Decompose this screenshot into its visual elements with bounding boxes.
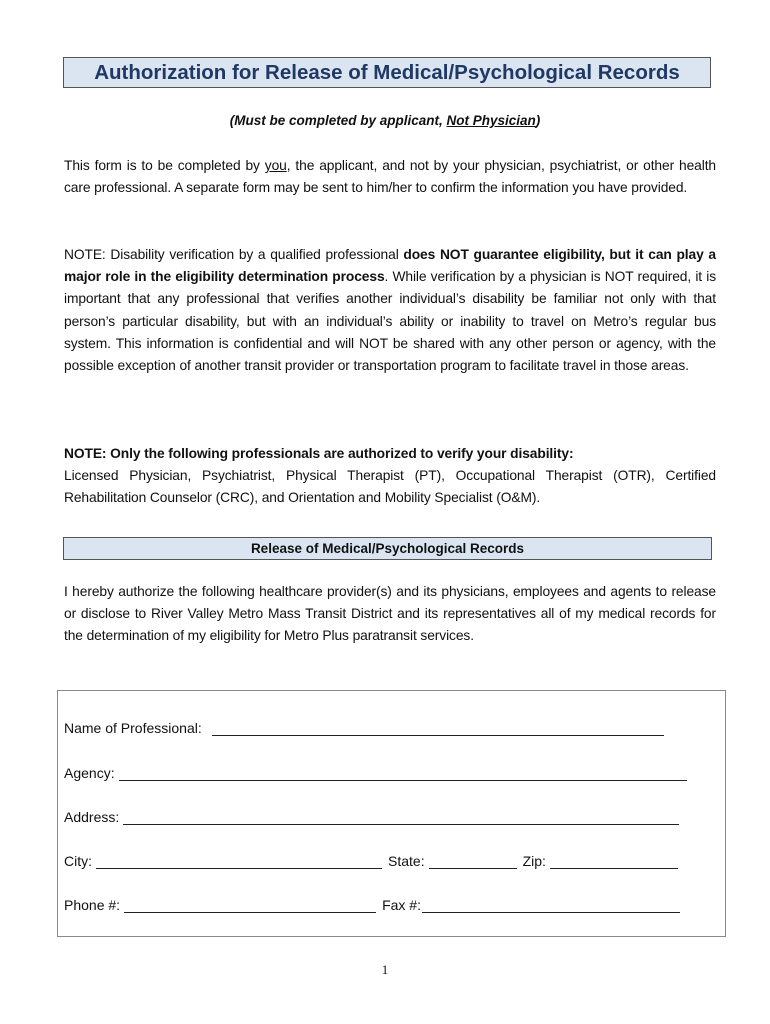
city-input[interactable] xyxy=(96,854,382,869)
address-input[interactable] xyxy=(123,810,679,825)
agency-input[interactable] xyxy=(119,766,687,781)
name-label: Name of Professional: xyxy=(64,720,202,736)
state-input[interactable] xyxy=(429,854,517,869)
subtitle-suffix: ) xyxy=(535,113,541,128)
name-input[interactable] xyxy=(212,721,664,736)
note1-part1: NOTE: Disability verification by a qualified professional xyxy=(64,247,404,262)
fax-input[interactable] xyxy=(422,898,680,913)
phone-fax-row xyxy=(64,893,686,913)
address-field-row xyxy=(64,805,685,825)
intro-paragraph xyxy=(64,155,716,199)
agency-label: Agency: xyxy=(64,765,115,781)
note2-heading: NOTE: Only the following professionals are authorized to verify your disability: xyxy=(64,446,574,461)
note-disability-paragraph xyxy=(64,244,716,377)
page-title: Authorization for Release of Medical/Psychological Records xyxy=(63,57,711,88)
agency-field-row xyxy=(64,761,693,781)
note1-bold: does NOT guarantee eligibility, but it can play a major role in the eligibility determination process xyxy=(64,247,716,285)
page-number: 1 xyxy=(381,962,389,977)
note-professionals-paragraph xyxy=(64,443,716,510)
subtitle-prefix: (Must be completed by applicant, xyxy=(229,113,447,128)
note2-body: Licensed Physician, Psychiatrist, Physical Therapist (PT), Occupational Therapist (OTR), Certified Rehabilitation Counselor (CRC), and Orientation and Mobility Specialist (O&M). xyxy=(64,468,716,506)
phone-label: Phone #: xyxy=(64,897,121,913)
name-field-row xyxy=(64,716,670,736)
zip-label: Zip: xyxy=(522,853,546,869)
address-label: Address: xyxy=(64,809,120,825)
authorization-paragraph: I hereby authorize the following healthcare provider(s) and its physicians, employees and agents to release or disclose to River Valley Metro Mass Transit District and its representatives all of my medical records for the determination of my eligibility for Metro Plus paratransit services. xyxy=(64,584,716,644)
city-label: City: xyxy=(64,853,92,869)
phone-input[interactable] xyxy=(124,898,376,913)
intro-part1: This form is to be completed by xyxy=(64,158,265,173)
state-label: State: xyxy=(388,853,425,869)
city-state-zip-row xyxy=(64,849,684,869)
subtitle xyxy=(0,113,770,128)
fax-label: Fax #: xyxy=(382,897,421,913)
section-title: Release of Medical/Psychological Records xyxy=(63,537,712,560)
intro-part2: , the applicant, and not by your physician, psychiatrist, or other health care professional. A separate form may be sent to him/her to confirm the information you have provided. xyxy=(64,158,716,196)
subtitle-emphasis: Not Physician xyxy=(446,113,536,128)
note1-part2: . While verification by a physician is NOT required, it is important that any professional that verifies another individual’s disability be familiar not only with that person’s particular disability, but with an individual’s ability or inability to travel on Metro’s regular bus system. This information is confidential and will NOT be shared with any other person or agency, with the possible exception of another transit provider or transportation program to facilitate travel in those areas. xyxy=(64,269,716,374)
intro-you: you xyxy=(264,158,287,173)
zip-input[interactable] xyxy=(550,854,678,869)
